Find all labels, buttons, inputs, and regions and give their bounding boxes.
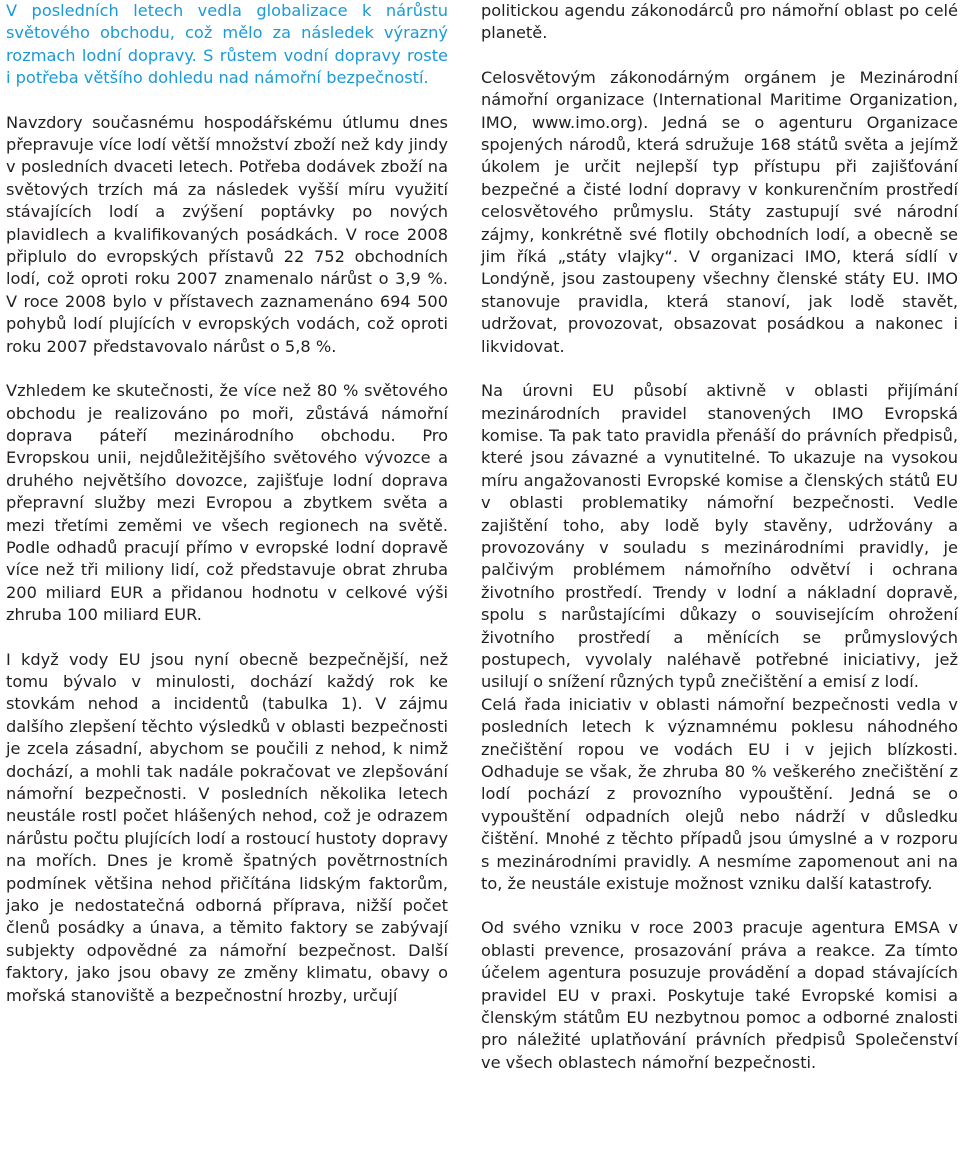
- body-paragraph-emsa: Od svého vzniku v roce 2003 pracuje agentura EMSA v oblasti prevence, prosazování práva a reakce. Za tímto účelem agentura posuzuje provádění a dopad stávajících pravidel EU v praxi. Poskytuje také Evropské komisi a členským státům EU nezbytnou pomoc a odborné znalosti pro náležité uplatňování právních předpisů Společenství ve všech oblastech námořní bezpečnosti.: [481, 918, 958, 1072]
- body-paragraph-imo: Celosvětovým zákonodárným orgánem je Mezinárodní námořní organizace (International Maritime Organization, IMO, www.imo.org). Jedná se o agenturu Organizace spojených národů, která sdružuje 168 států světa a jejímž úkolem je určit nejlepší typ přístupu při zajišťování bezpečné a čisté lodní dopravy v konkurenčním prostředí celosvětového průmyslu. Státy zastupují své národní zájmy, konkrétně své flotily obchodních lodí, a obecně se jim říká „státy vlajky“. V organizaci IMO, která sídlí v Londýně, jsou zastoupeny všechny členské státy EU. IMO stanovuje pravidla, která stanoví, jak lodě stavět, udržovat, provozovat, obsazovat posádkou a nakonec i likvidovat.: [481, 67, 958, 356]
- body-paragraph-2: Vzhledem ke skutečnosti, že více než 80 % světového obchodu je realizováno po moři, zůstává námořní doprava páteří mezinárodního obchodu. Pro Evropskou unii, nejdůležitějšího světového vývozce a druhého největšího dovozce, zajišťuje lodní doprava přepravní služby mezi Evropou a zbytkem světa a mezi třetími zeměmi ve všech regionech na světě. Podle odhadů pracují přímo v evropské lodní dopravě více než tři miliony lidí, což představuje obrat zhruba 200 miliard EUR a přidanou hodnotu v celkové výši zhruba 100 miliard EUR.: [6, 381, 448, 625]
- body-paragraph-eu: Na úrovni EU působí aktivně v oblasti přijímání mezinárodních pravidel stanovených IMO Evropská komise. Ta pak tato pravidla přenáší do právních předpisů, které jsou závazné a vynutitelné. To ukazuje na vysokou míru angažovanosti Evropské komise a členských států EU v oblasti problematiky námořní bezpečnosti. Vedle zajištění toho, aby lodě byly stavěny, udržovány a provozovány v souladu s mezinárodními pravidly, je palčivým problémem námořního odvětví i ochrana životního prostředí. Trendy v lodní a nákladní dopravě, spolu s narůstajícími důkazy o souvisejícím ohrožení životního prostředí a měnících se průmyslových postupech, vyvolaly naléhavě potřebné iniciativy, jež usilují o snížení různých typů znečištění a emisí z lodí.: [481, 381, 958, 692]
- body-paragraph-3: I když vody EU jsou nyní obecně bezpečnější, než tomu bývalo v minulosti, dochází každý rok ke stovkám nehod a incidentů (tabulka 1). V zájmu dalšího zlepšení těchto výsledků v oblasti bezpečnosti je zcela zásadní, abychom se poučili z nehod, k nimž dochází, a mohli tak nadále pokračovat ve zlepšování námořní bezpečnosti. V posledních několika letech neustále rostl počet hlášených nehod, což je odrazem nárůstu počtu plujících lodí a rostoucí hustoty dopravy na mořích. Dnes je kromě špatných povětrnostních podmínek většina nehod přičítána lidským faktorům, jako je nedostatečná odborná příprava, nižší počet členů posádky a únava, a těmito faktory se zabývají subjekty odpovědné za námořní bezpečnost. Další faktory, jako jsou obavy ze změny klimatu, obavy o mořská stanoviště a bezpečnostní hrozby, určují: [6, 649, 448, 1005]
- left-column: [6, 0, 448, 1007]
- body-paragraph-continued: politickou agendu zákonodárců pro námořní oblast po celé planetě.: [481, 1, 958, 43]
- right-column: [481, 0, 958, 1074]
- body-paragraph-1: Navzdory současnému hospodářskému útlumu dnes přepravuje více lodí větší množství zboží než kdy jindy v posledních dvaceti letech. Potřeba dodávek zboží na světových trzích má za následek vyšší míru využití stávajících lodí a zvýšení poptávky po nových plavidlech a kvalifikovaných posádkách. V roce 2008 připlulo do evropských přístavů 22 752 obchodních lodí, což oproti roku 2007 znamenalo nárůst o 3,9 %. V roce 2008 bylo v přístavech zaznamenáno 694 500 pohybů lodí plujících v evropských vodách, což oproti roku 2007 představovalo nárůst o 5,8 %.: [6, 112, 448, 356]
- intro-paragraph: V posledních letech vedla globalizace k nárůstu světového obchodu, což mělo za následek výrazný rozmach lodní dopravy. S růstem vodní dopravy roste i potřeba většího dohledu nad námořní bezpečností.: [6, 1, 448, 88]
- body-paragraph-pollution: Celá řada iniciativ v oblasti námořní bezpečnosti vedla v posledních letech k významnému poklesu náhodného znečištění ropou ve vodách EU i v jejich blízkosti. Odhaduje se však, že zhruba 80 % veškerého znečištění z lodí pochází z provozního vypouštění. Jedná se o vypouštění odpadních olejů nebo nádrží v důsledku čištění. Mnohé z těchto případů jsou úmyslné a v rozporu s mezinárodními pravidly. A nesmíme zapomenout ani na to, že neustále existuje možnost vzniku další katastrofy.: [481, 694, 958, 894]
